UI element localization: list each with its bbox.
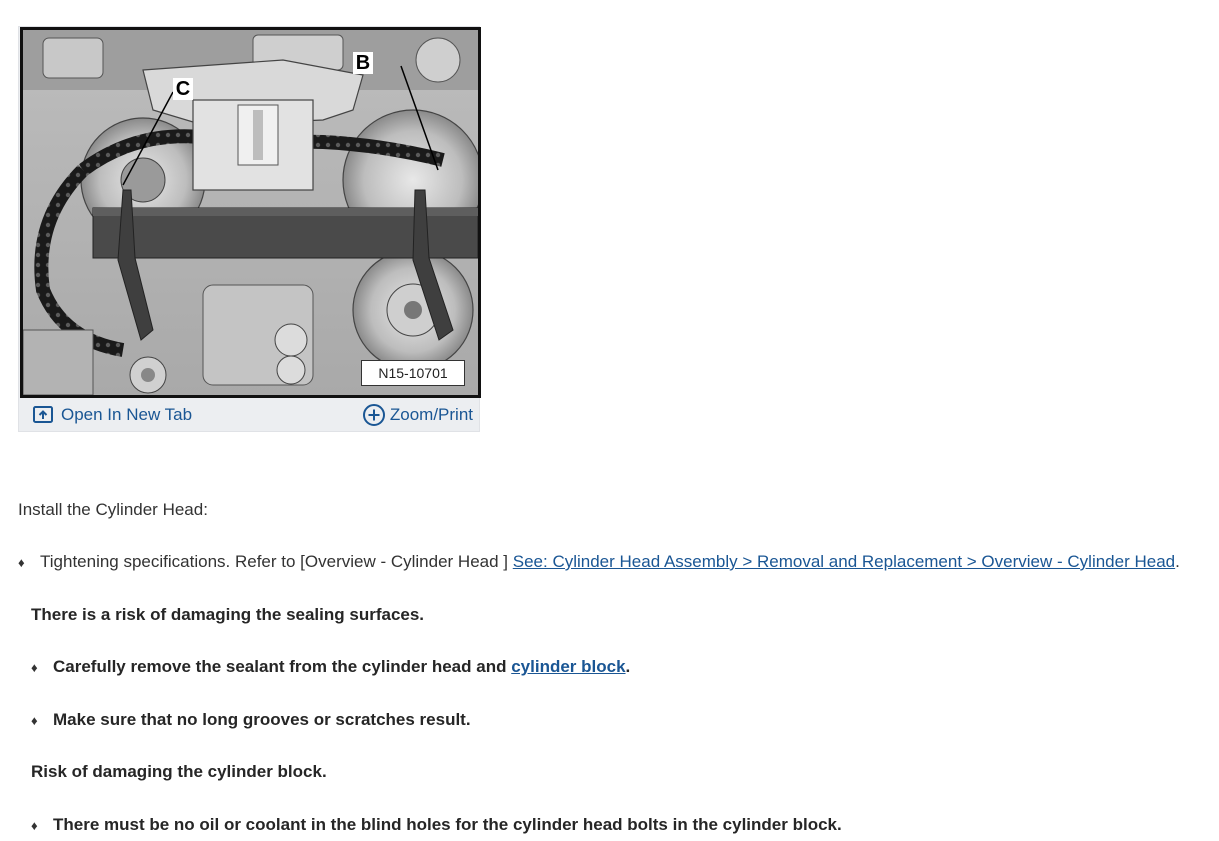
section-heading-text: Install the Cylinder Head: (18, 500, 208, 519)
bullet-icon: ♦ (18, 555, 25, 570)
caution-cylinder-block (31, 761, 327, 783)
caution-sealing (31, 604, 424, 626)
engine-illustration-drawing (23, 30, 478, 395)
spec-end: . (1175, 552, 1180, 571)
no-grooves-text: Make sure that no long grooves or scratches result. (53, 710, 471, 729)
cylinder-head-overview-link[interactable]: See: Cylinder Head Assembly > Removal and Replacement > Overview - Cylinder Head (512, 552, 1176, 571)
no-oil-text: There must be no oil or coolant in the blind holes for the cylinder head bolts in the cylinder block. (53, 815, 842, 834)
list-item-remove-sealant (31, 656, 630, 679)
bullet-icon: ♦ (31, 713, 38, 728)
remove-sealant-end: . (625, 657, 631, 676)
list-item-no-grooves (31, 709, 471, 732)
callout-label-b: B (353, 52, 373, 74)
zoom-print-link[interactable] (362, 403, 473, 427)
engine-illustration[interactable] (20, 27, 481, 398)
list-item-no-oil (31, 814, 842, 837)
zoom-plus-icon (362, 403, 386, 427)
callout-label-c: C (173, 78, 193, 100)
spec-text: Tightening specifications. Refer to [Overview - Cylinder Head ] (40, 552, 509, 571)
caution-cylinder-block-text: Risk of damaging the cylinder block. (31, 762, 327, 781)
open-new-tab-icon (33, 406, 53, 424)
section-heading (18, 499, 208, 521)
open-in-new-tab-label: Open In New Tab (61, 405, 193, 424)
bullet-icon: ♦ (31, 660, 38, 675)
figure-id-label: N15-10701 (361, 360, 465, 386)
bullet-icon: ♦ (31, 818, 38, 833)
figure-toolbar (19, 401, 479, 433)
figure-card (18, 26, 480, 432)
zoom-print-label: Zoom/Print (389, 405, 473, 424)
caution-sealing-text: There is a risk of damaging the sealing surfaces. (31, 605, 425, 624)
open-in-new-tab-link[interactable] (33, 405, 192, 425)
spec-list-item (18, 551, 1180, 574)
cylinder-block-link[interactable]: cylinder block (511, 657, 626, 676)
remove-sealant-text: Carefully remove the sealant from the cylinder head and (53, 657, 507, 676)
